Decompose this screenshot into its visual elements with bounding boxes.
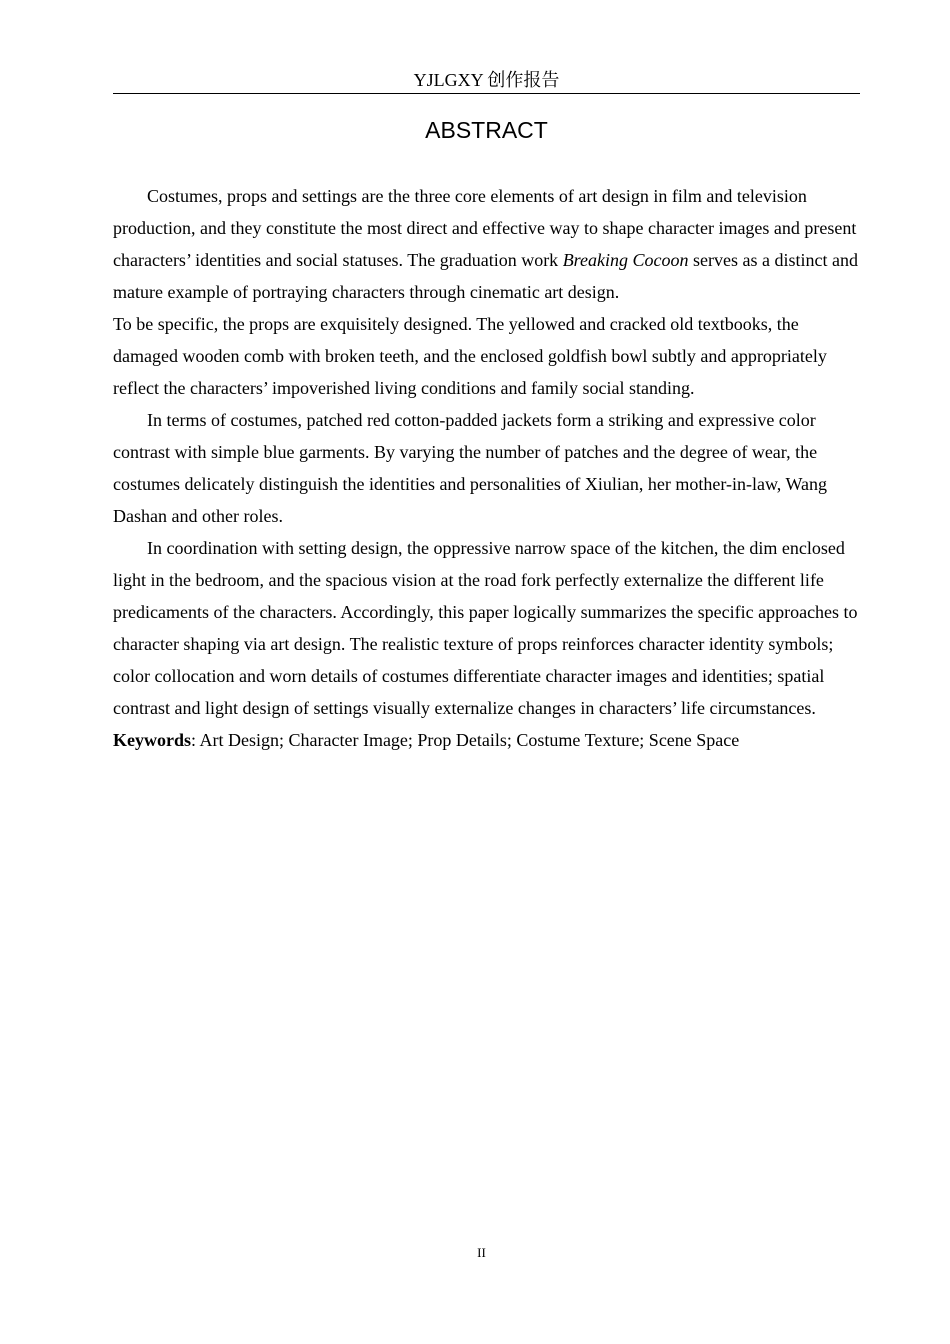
abstract-title: ABSTRACT	[425, 117, 548, 143]
paragraph-1-text-before: Costumes, props and settings are the three core elements of art design in film and television production, and they constitute the most direct and effective way to shape character images and present characters’ identities and social statuses. The graduation work	[113, 186, 857, 270]
paragraph-1-text-after: serves as a distinct and mature example of portraying characters through cinematic art design.	[113, 250, 858, 302]
running-header: YJLGXY 创作报告	[113, 68, 860, 94]
abstract-paragraph-3: In terms of costumes, patched red cotton-padded jackets form a striking and expressive color contrast with simple blue garments. By varying the number of patches and the degree of wear, the costumes delicately distinguish the identities and personalities of Xiulian, her mother-in-law, Wang Dashan and other roles.	[113, 410, 828, 526]
abstract-paragraph-2: To be specific, the props are exquisitely designed. The yellowed and cracked old textbooks, the damaged wooden comb with broken teeth, and the enclosed goldfish bowl subtly and appropriately reflect the characters’ impoverished living conditions and family social standing.	[113, 314, 827, 398]
keywords-text: : Art Design; Character Image; Prop Details; Costume Texture; Scene Space	[191, 730, 740, 750]
abstract-paragraph-1	[113, 180, 861, 308]
work-title: Breaking Cocoon	[562, 250, 689, 270]
page-number: II	[477, 1245, 486, 1260]
keywords-line	[113, 724, 861, 756]
abstract-paragraph-4: In coordination with setting design, the oppressive narrow space of the kitchen, the dim enclosed light in the bedroom, and the spacious vision at the road fork perfectly externalize the different life predicaments of the characters. Accordingly, this paper logically summarizes the specific approaches to character shaping via art design. The realistic texture of props reinforces character identity symbols; color collocation and worn details of costumes differentiate character images and identities; spatial contrast and light design of settings visually externalize changes in characters’ life circumstances.	[113, 538, 858, 718]
abstract-body	[113, 180, 861, 756]
keywords-label: Keywords	[113, 730, 191, 750]
